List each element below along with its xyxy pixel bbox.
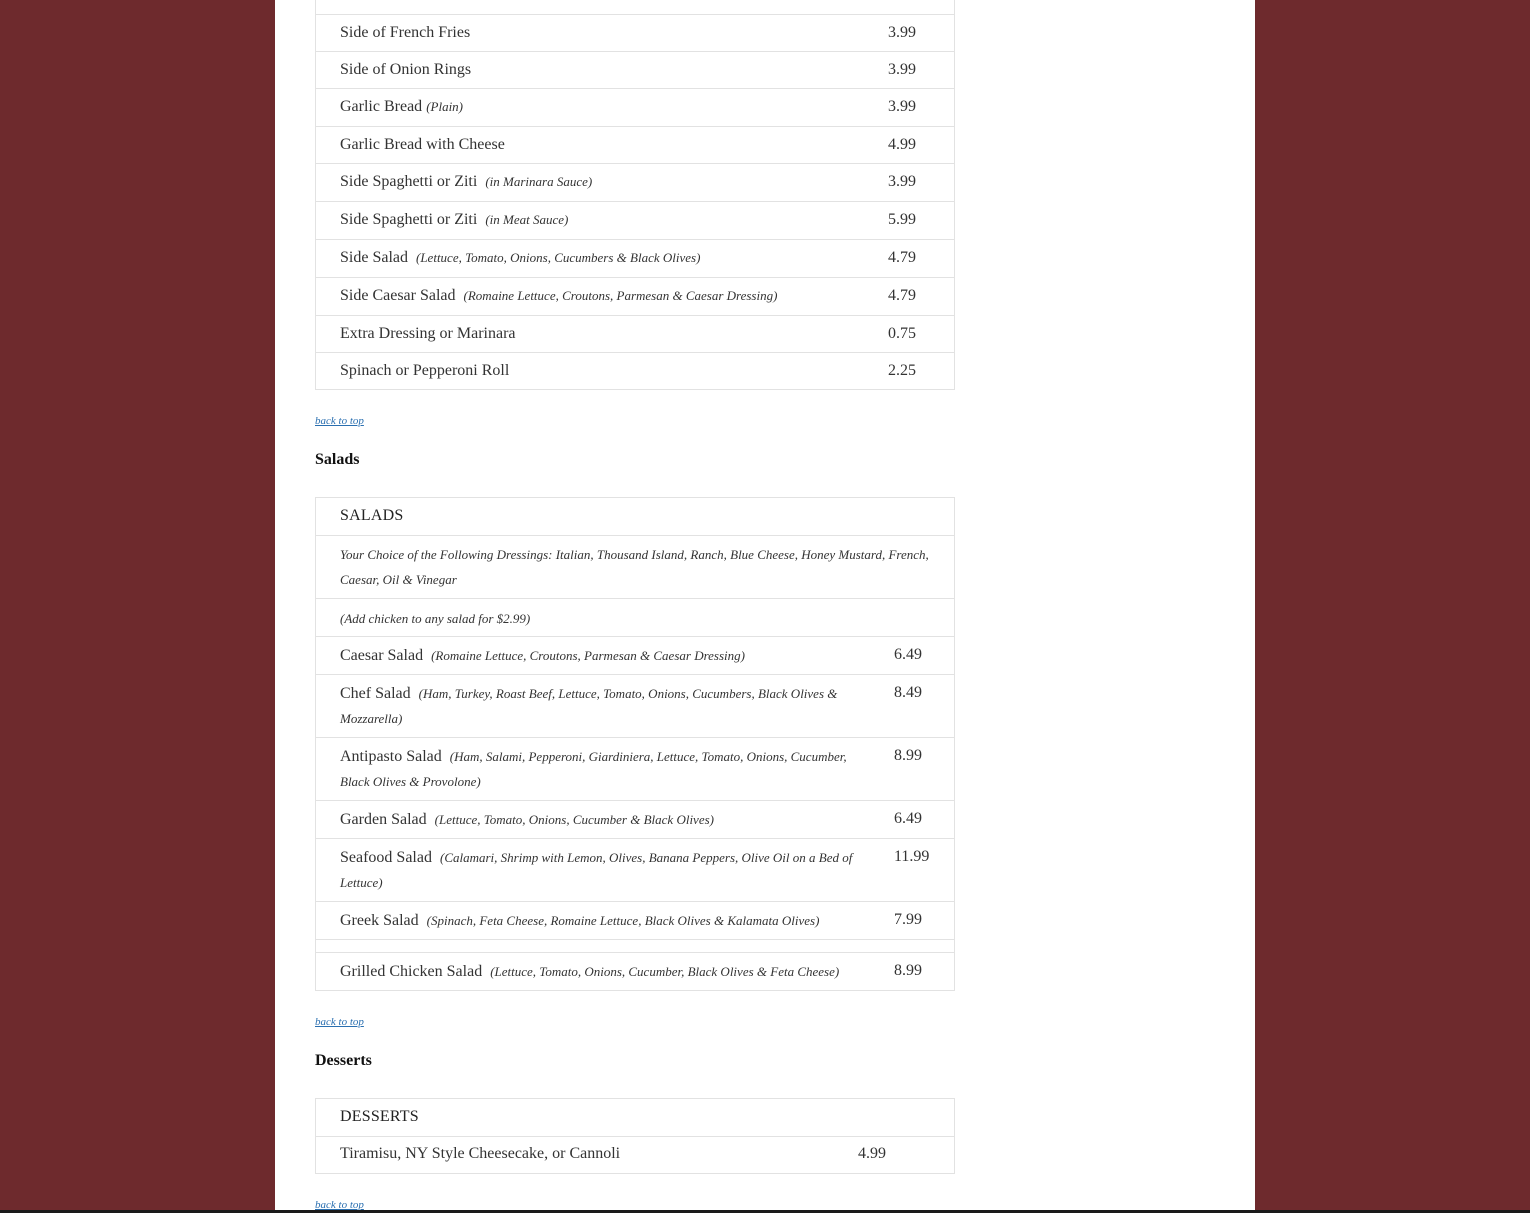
table-row bbox=[316, 838, 954, 901]
section-title-desserts: Desserts bbox=[315, 1052, 372, 1069]
table-row bbox=[316, 51, 954, 88]
item-name: Side Spaghetti or Ziti bbox=[340, 173, 478, 190]
table-row bbox=[316, 126, 954, 163]
table-row bbox=[316, 598, 954, 636]
item-price: 4.99 bbox=[888, 136, 916, 153]
item-price: 6.49 bbox=[894, 810, 922, 827]
chicken-note: (Add chicken to any salad for $2.99) bbox=[340, 611, 531, 626]
item-name: Side of Onion Rings bbox=[340, 61, 472, 78]
item-name: Side Spaghetti or Ziti bbox=[340, 211, 478, 228]
item-name: Side Salad bbox=[340, 249, 408, 266]
table-row bbox=[316, 674, 954, 737]
item-price: 4.99 bbox=[858, 1145, 886, 1162]
item-description: (Romaine Lettuce, Croutons, Parmesan & Caesar Dressing) bbox=[463, 288, 778, 303]
item-price: 3.99 bbox=[888, 98, 916, 115]
item-description: (Lettuce, Tomato, Onions, Cucumbers & Black Olives) bbox=[416, 250, 701, 265]
item-price: 4.79 bbox=[888, 287, 916, 304]
item-name: Seafood Salad bbox=[340, 849, 432, 866]
item-price: 4.79 bbox=[888, 249, 916, 266]
item-description: (Romaine Lettuce, Croutons, Parmesan & Caesar Dressing) bbox=[431, 648, 745, 663]
item-name: Antipasto Salad bbox=[340, 748, 442, 765]
item-price: 8.99 bbox=[894, 962, 922, 979]
back-to-top-link[interactable]: back to top bbox=[315, 1016, 364, 1028]
menu-page bbox=[275, 0, 1255, 1210]
item-description: (Calamari, Shrimp with Lemon, Olives, Banana Peppers, Olive Oil on a Bed of Lettuce) bbox=[340, 850, 853, 890]
item-description: (Lettuce, Tomato, Onions, Cucumber, Black Olives & Feta Cheese) bbox=[490, 964, 840, 979]
table-row bbox=[316, 952, 954, 990]
table-header-row bbox=[316, 498, 954, 535]
table-row bbox=[316, 277, 954, 315]
item-price: 5.99 bbox=[888, 211, 916, 228]
item-price: 3.99 bbox=[888, 24, 916, 41]
item-price: 7.99 bbox=[894, 911, 922, 928]
table-row bbox=[316, 14, 954, 51]
table-row bbox=[316, 163, 954, 201]
item-description: (Ham, Turkey, Roast Beef, Lettuce, Tomato, Onions, Cucumbers, Black Olives & Mozzarella) bbox=[340, 686, 838, 726]
table-row bbox=[316, 239, 954, 277]
item-description: (in Marinara Sauce) bbox=[485, 174, 593, 189]
item-price: 6.49 bbox=[894, 646, 922, 663]
table-row bbox=[316, 352, 954, 389]
desserts-table bbox=[315, 1098, 955, 1174]
item-description: (in Meat Sauce) bbox=[485, 212, 569, 227]
table-header: SALADS bbox=[340, 507, 404, 524]
back-to-top-link[interactable]: back to top bbox=[315, 415, 364, 427]
item-description: (Lettuce, Tomato, Onions, Cucumber & Black Olives) bbox=[434, 812, 714, 827]
item-name: Chef Salad bbox=[340, 685, 411, 702]
table-row bbox=[316, 315, 954, 352]
item-name: Side Caesar Salad bbox=[340, 287, 456, 304]
item-name: Tiramisu, NY Style Cheesecake, or Cannoli bbox=[340, 1145, 621, 1162]
item-name: Garlic Bread bbox=[340, 98, 423, 115]
item-description: (Plain) bbox=[426, 99, 464, 114]
item-name: Grilled Chicken Salad bbox=[340, 963, 483, 980]
item-description: (Spinach, Feta Cheese, Romaine Lettuce, Black Olives & Kalamata Olives) bbox=[426, 913, 820, 928]
table-row bbox=[316, 535, 954, 598]
table-row bbox=[316, 636, 954, 674]
item-name: Garden Salad bbox=[340, 811, 427, 828]
item-name: Greek Salad bbox=[340, 912, 419, 929]
back-to-top-link[interactable]: back to top bbox=[315, 1199, 364, 1210]
item-price: 8.99 bbox=[894, 747, 922, 764]
table-row bbox=[316, 1136, 954, 1173]
dressings-note: Your Choice of the Following Dressings: Italian, Thousand Island, Ranch, Blue Cheese, Honey Mustard, French, Caesar, Oil & Vinegar bbox=[340, 547, 929, 587]
item-name: Garlic Bread with Cheese bbox=[340, 136, 505, 153]
item-price: 0.75 bbox=[888, 325, 916, 342]
table-row bbox=[316, 939, 954, 952]
item-price: 8.49 bbox=[894, 684, 922, 701]
item-name: Side of French Fries bbox=[340, 24, 471, 41]
item-price: 2.25 bbox=[888, 362, 916, 379]
item-name: Extra Dressing or Marinara bbox=[340, 325, 516, 342]
item-price: 11.99 bbox=[894, 848, 930, 865]
section-title-salads: Salads bbox=[315, 451, 360, 468]
item-name: Spinach or Pepperoni Roll bbox=[340, 362, 510, 379]
item-price: 3.99 bbox=[888, 61, 916, 78]
table-header-row bbox=[316, 1099, 954, 1136]
salads-table bbox=[315, 497, 955, 991]
item-price: 3.99 bbox=[888, 173, 916, 190]
table-row bbox=[316, 901, 954, 939]
table-row bbox=[316, 800, 954, 838]
table-row bbox=[316, 0, 954, 14]
table-row bbox=[316, 201, 954, 239]
sides-table bbox=[315, 0, 955, 390]
table-header: DESSERTS bbox=[340, 1108, 419, 1125]
item-name: Caesar Salad bbox=[340, 647, 424, 664]
item-description: (Ham, Salami, Pepperoni, Giardiniera, Lettuce, Tomato, Onions, Cucumber, Black Olives & Provolone) bbox=[340, 749, 847, 789]
table-row bbox=[316, 737, 954, 800]
table-row bbox=[316, 88, 954, 126]
